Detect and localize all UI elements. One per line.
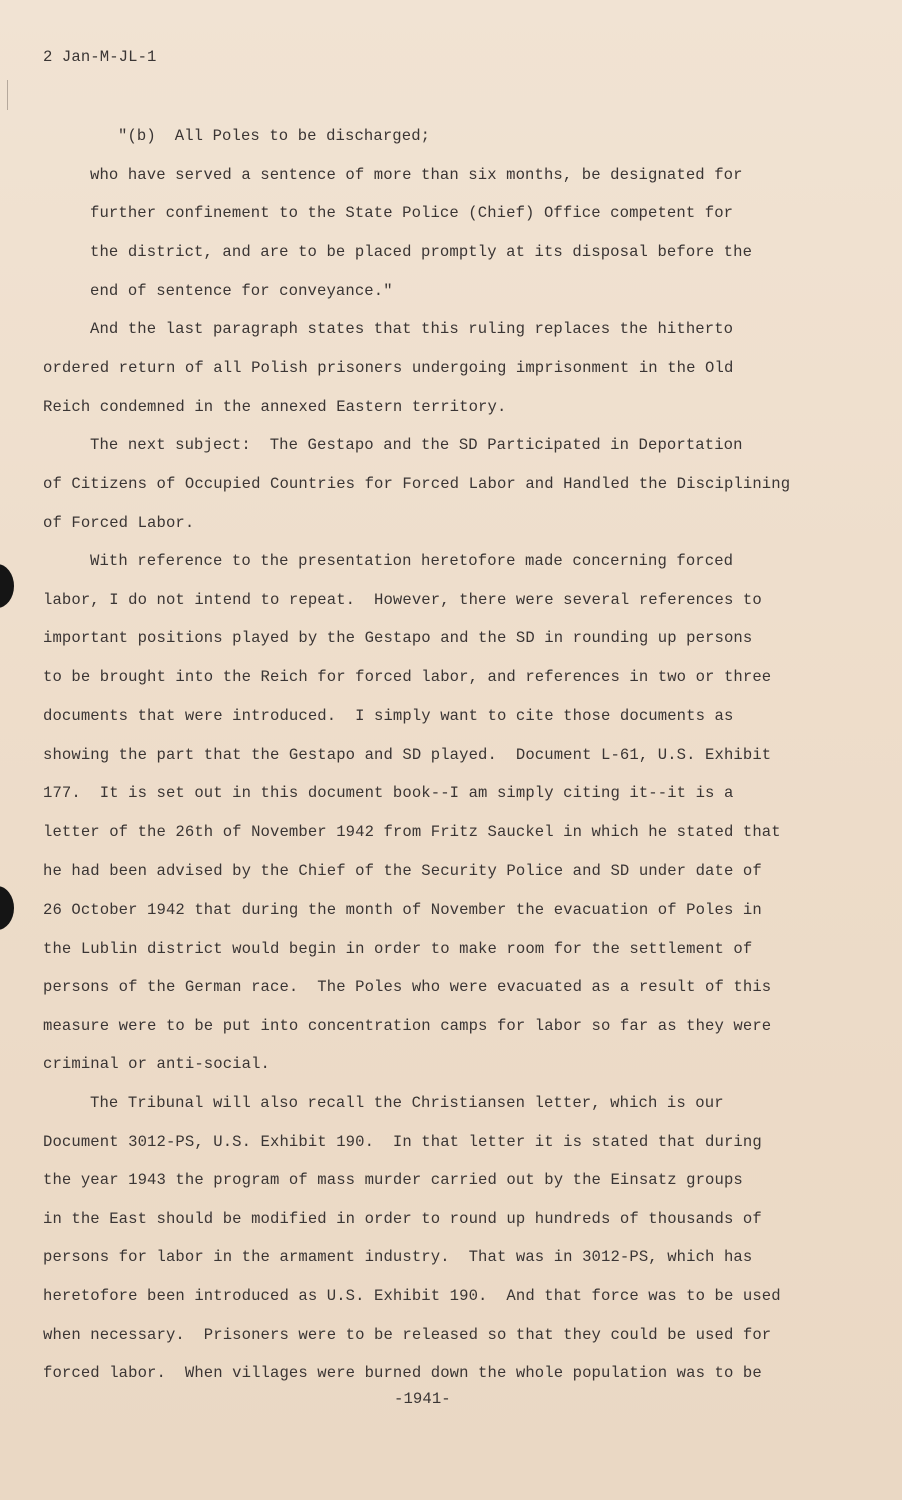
page-number: -1941- — [394, 1390, 451, 1408]
text-line: criminal or anti-social. — [43, 1055, 270, 1073]
text-line: And the last paragraph states that this ruling replaces the hitherto — [90, 320, 734, 338]
text-line: heretofore been introduced as U.S. Exhibit 190. And that force was to be used — [43, 1287, 781, 1305]
text-line: ordered return of all Polish prisoners undergoing imprisonment in the Old — [43, 359, 734, 377]
text-line: "(b) All Poles to be discharged; — [118, 127, 431, 145]
page-reference: 2 Jan-M-JL-1 — [43, 48, 157, 66]
text-line: important positions played by the Gestapo and the SD in rounding up persons — [43, 629, 753, 647]
binder-hole-bottom — [0, 886, 14, 930]
text-line: The Tribunal will also recall the Christiansen letter, which is our — [90, 1094, 724, 1112]
text-line: forced labor. When villages were burned down the whole population was to be — [43, 1364, 762, 1382]
text-line: to be brought into the Reich for forced labor, and references in two or three — [43, 668, 772, 686]
margin-mark — [7, 80, 8, 110]
text-line: the Lublin district would begin in order to make room for the settlement of — [43, 940, 753, 958]
text-line: in the East should be modified in order to round up hundreds of thousands of — [43, 1210, 762, 1228]
text-line: With reference to the presentation heretofore made concerning forced — [90, 552, 734, 570]
text-line: letter of the 26th of November 1942 from Fritz Sauckel in which he stated that — [43, 823, 781, 841]
text-line: of Forced Labor. — [43, 514, 195, 532]
text-line: the year 1943 the program of mass murder carried out by the Einsatz groups — [43, 1171, 743, 1189]
text-line: persons for labor in the armament industry. That was in 3012-PS, which has — [43, 1248, 753, 1266]
text-line: who have served a sentence of more than six months, be designated for — [90, 166, 743, 184]
text-line: Document 3012-PS, U.S. Exhibit 190. In that letter it is stated that during — [43, 1133, 762, 1151]
text-line: 26 October 1942 that during the month of November the evacuation of Poles in — [43, 901, 762, 919]
text-line: showing the part that the Gestapo and SD played. Document L-61, U.S. Exhibit — [43, 746, 772, 764]
text-line: The next subject: The Gestapo and the SD Participated in Deportation — [90, 436, 743, 454]
text-line: Reich condemned in the annexed Eastern territory. — [43, 398, 507, 416]
text-line: persons of the German race. The Poles who were evacuated as a result of this — [43, 978, 772, 996]
text-line: the district, and are to be placed promptly at its disposal before the — [90, 243, 753, 261]
text-line: further confinement to the State Police (Chief) Office competent for — [90, 204, 734, 222]
text-line: labor, I do not intend to repeat. However, there were several references to — [43, 591, 762, 609]
text-line: 177. It is set out in this document book--I am simply citing it--it is a — [43, 784, 734, 802]
text-line: end of sentence for conveyance." — [90, 282, 393, 300]
text-line: of Citizens of Occupied Countries for Forced Labor and Handled the Disciplining — [43, 475, 791, 493]
text-line: measure were to be put into concentration camps for labor so far as they were — [43, 1017, 772, 1035]
binder-hole-top — [0, 564, 14, 608]
text-line: documents that were introduced. I simply want to cite those documents as — [43, 707, 734, 725]
text-line: when necessary. Prisoners were to be released so that they could be used for — [43, 1326, 772, 1344]
text-line: he had been advised by the Chief of the Security Police and SD under date of — [43, 862, 762, 880]
